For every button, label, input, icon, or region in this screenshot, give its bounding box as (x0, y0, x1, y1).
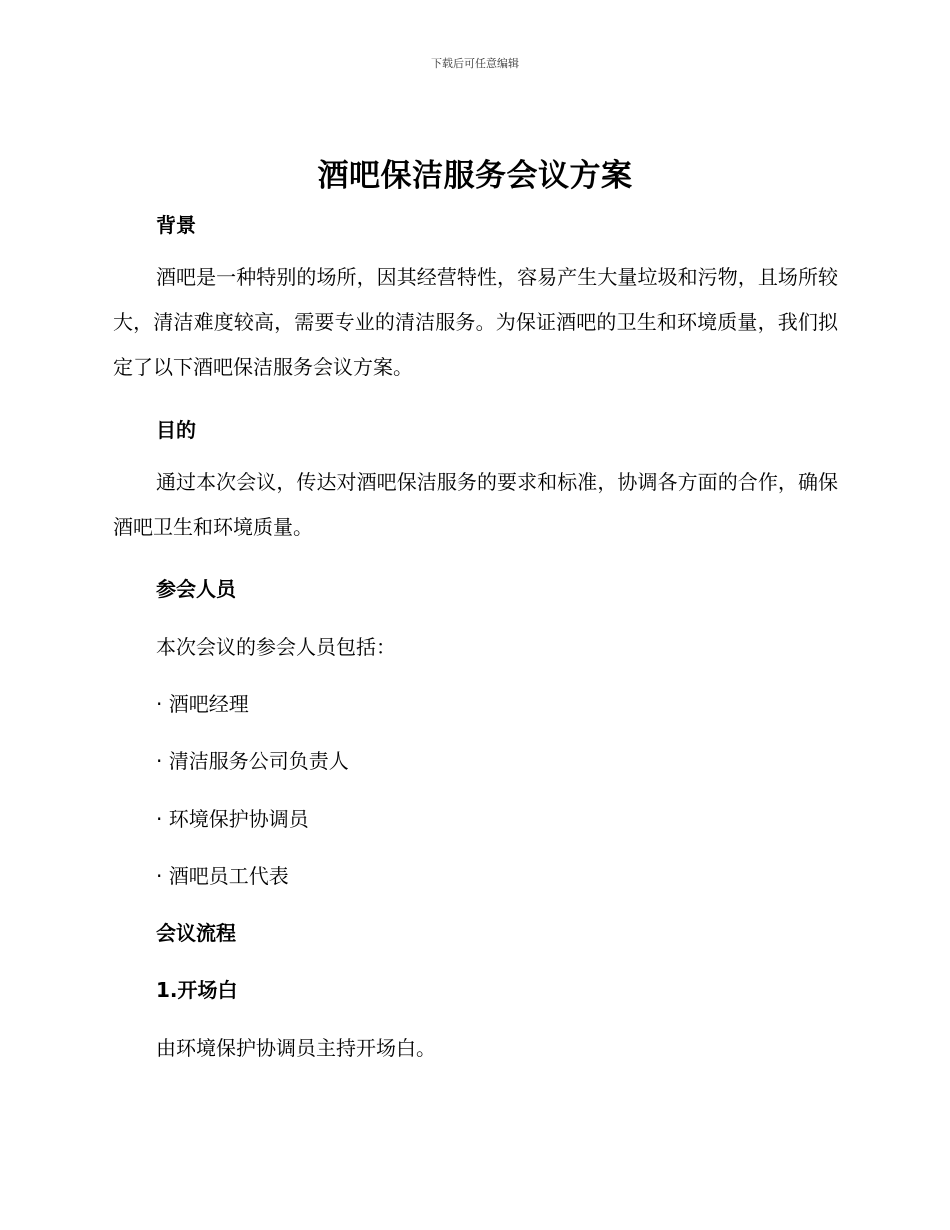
attendees-intro: 本次会议的参会人员包括： (156, 635, 396, 659)
attendee-item: · 酒吧经理 (156, 692, 249, 716)
page-header-note: 下载后可任意编辑 (431, 57, 519, 70)
attendee-item: · 酒吧员工代表 (156, 864, 289, 888)
attendee-item: · 环境保护协调员 (156, 807, 309, 831)
paragraph-purpose: 通过本次会议，传达对酒吧保洁服务的要求和标准，协调各方面的合作，确保酒吧卫生和环境质量。 (113, 470, 838, 539)
heading-background: 背景 (156, 213, 196, 237)
paragraph-background: 酒吧是一种特别的场所，因其经营特性，容易产生大量垃圾和污物，且场所较大，清洁难度较高，需要专业的清洁服务。为保证酒吧的卫生和环境质量，我们拟定了以下酒吧保洁服务会议方案。 (113, 265, 838, 379)
document-title: 酒吧保洁服务会议方案 (317, 158, 633, 194)
step-1-text: 由环境保护协调员主持开场白。 (156, 1036, 436, 1060)
heading-step-1: 1.开场白 (156, 978, 238, 1002)
attendee-item: · 清洁服务公司负责人 (156, 749, 349, 773)
heading-process: 会议流程 (156, 921, 236, 945)
heading-purpose: 目的 (156, 418, 196, 442)
heading-attendees: 参会人员 (156, 577, 236, 601)
